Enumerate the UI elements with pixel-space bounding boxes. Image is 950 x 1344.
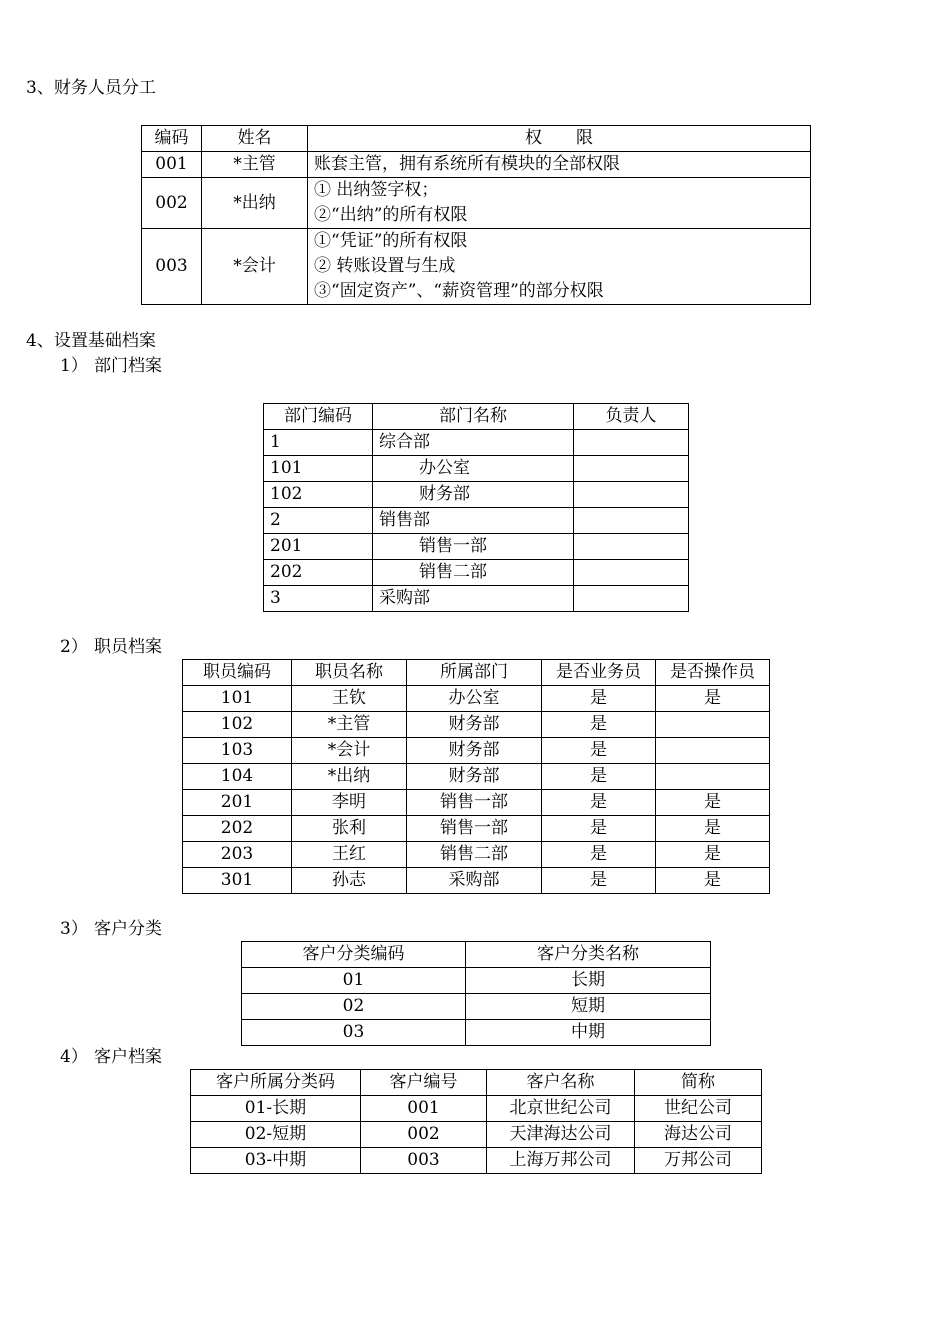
table-cell: 101	[183, 686, 292, 712]
table-row	[242, 994, 711, 1020]
table-cell: 财务部	[407, 764, 542, 790]
dept-code: 101	[264, 456, 373, 482]
table-cell: 采购部	[407, 868, 542, 894]
table-row	[183, 686, 770, 712]
table-cell: 是	[542, 764, 656, 790]
table-row	[142, 152, 811, 178]
permission-line: ①“凭证”的所有权限	[314, 231, 468, 251]
column-header: 姓名	[202, 126, 308, 152]
table-row	[183, 842, 770, 868]
dept-code: 1	[264, 430, 373, 456]
dept-code: 201	[264, 534, 373, 560]
column-header: 职员名称	[292, 660, 407, 686]
column-header: 编码	[142, 126, 202, 152]
dept-manager	[574, 508, 689, 534]
staff-permissions	[308, 178, 811, 229]
dept-name: 综合部	[373, 430, 574, 456]
dept-code: 102	[264, 482, 373, 508]
column-header: 客户名称	[487, 1070, 635, 1096]
column-header: 部门名称	[373, 404, 574, 430]
staff-subheading	[60, 636, 162, 658]
customers-subheading	[60, 1046, 162, 1068]
dept-manager	[574, 430, 689, 456]
table-cell: 北京世纪公司	[487, 1096, 635, 1122]
table-cell: 办公室	[407, 686, 542, 712]
table-row	[264, 534, 689, 560]
staff-code: 003	[142, 229, 202, 305]
table-cell: 世纪公司	[635, 1096, 762, 1122]
dept-code: 202	[264, 560, 373, 586]
dept-manager	[574, 482, 689, 508]
table-cell: *会计	[292, 738, 407, 764]
table-cell: 是	[542, 790, 656, 816]
permission-line: ② 转账设置与生成	[314, 256, 456, 276]
table-cell: 02-短期	[191, 1122, 361, 1148]
table-row	[242, 1020, 711, 1046]
table-cell: 孙志	[292, 868, 407, 894]
dept-name: 办公室	[373, 456, 574, 482]
dept-manager	[574, 560, 689, 586]
permission-line: 账套主管，拥有系统所有模块的全部权限	[314, 154, 620, 174]
table-cell: 短期	[466, 994, 711, 1020]
table-row	[142, 178, 811, 229]
table-cell: 01	[242, 968, 466, 994]
subheading-number: 3）	[60, 919, 88, 939]
table-row	[191, 1148, 762, 1174]
table-cell: 102	[183, 712, 292, 738]
staff-code: 002	[142, 178, 202, 229]
dept-name: 采购部	[373, 586, 574, 612]
subheading-title: 客户档案	[94, 1047, 162, 1067]
dept-code: 3	[264, 586, 373, 612]
dept-manager	[574, 586, 689, 612]
staff-permissions	[308, 152, 811, 178]
permission-line: ③“固定资产”、“薪资管理”的部分权限	[314, 281, 604, 301]
table-row	[183, 816, 770, 842]
table-cell: *出纳	[292, 764, 407, 790]
staff-name: *会计	[202, 229, 308, 305]
table-cell: 是	[656, 790, 770, 816]
customer-class-table	[241, 941, 711, 1046]
column-header: 权 限	[308, 126, 811, 152]
dept-manager	[574, 534, 689, 560]
subheading-title: 职员档案	[94, 637, 162, 657]
table-cell: 02	[242, 994, 466, 1020]
table-cell: 上海万邦公司	[487, 1148, 635, 1174]
table-header-row	[264, 404, 689, 430]
table-cell: 03	[242, 1020, 466, 1046]
table-row	[264, 508, 689, 534]
staff-permissions	[308, 229, 811, 305]
table-cell: *主管	[292, 712, 407, 738]
table-cell: 是	[656, 686, 770, 712]
column-header: 部门编码	[264, 404, 373, 430]
table-cell: 203	[183, 842, 292, 868]
table-header-row	[183, 660, 770, 686]
table-cell	[656, 712, 770, 738]
table-cell: 财务部	[407, 712, 542, 738]
dept-name: 财务部	[373, 482, 574, 508]
table-cell: 李明	[292, 790, 407, 816]
subheading-number: 2）	[60, 637, 88, 657]
table-cell: 是	[542, 868, 656, 894]
table-cell: 104	[183, 764, 292, 790]
staff-code: 001	[142, 152, 202, 178]
table-row	[242, 968, 711, 994]
customer-table	[190, 1069, 762, 1174]
table-cell: 301	[183, 868, 292, 894]
table-cell	[656, 738, 770, 764]
table-header-row	[191, 1070, 762, 1096]
table-cell: 是	[542, 816, 656, 842]
table-cell: 销售二部	[407, 842, 542, 868]
column-header: 简称	[635, 1070, 762, 1096]
table-header-row	[242, 942, 711, 968]
column-header: 是否操作员	[656, 660, 770, 686]
table-header-row	[142, 126, 811, 152]
table-cell: 03-中期	[191, 1148, 361, 1174]
table-row	[142, 229, 811, 305]
table-cell: 202	[183, 816, 292, 842]
table-cell: 销售一部	[407, 790, 542, 816]
dept-name: 销售部	[373, 508, 574, 534]
column-header: 所属部门	[407, 660, 542, 686]
subheading-number: 4）	[60, 1047, 88, 1067]
table-row	[183, 764, 770, 790]
table-row	[264, 586, 689, 612]
table-cell: 王红	[292, 842, 407, 868]
table-cell: 002	[361, 1122, 487, 1148]
table-cell: 王钦	[292, 686, 407, 712]
table-cell: 001	[361, 1096, 487, 1122]
subheading-title: 客户分类	[94, 919, 162, 939]
section-3-heading: 3、财务人员分工	[26, 78, 156, 98]
table-cell: 财务部	[407, 738, 542, 764]
subheading-title: 部门档案	[94, 356, 162, 376]
table-cell: 天津海达公司	[487, 1122, 635, 1148]
department-table	[263, 403, 689, 612]
table-cell: 是	[542, 842, 656, 868]
permission-line: ②“出纳”的所有权限	[314, 205, 468, 225]
staff-name: *出纳	[202, 178, 308, 229]
table-cell: 201	[183, 790, 292, 816]
table-cell: 中期	[466, 1020, 711, 1046]
table-row	[191, 1122, 762, 1148]
table-cell: 01-长期	[191, 1096, 361, 1122]
column-header: 客户所属分类码	[191, 1070, 361, 1096]
table-row	[264, 456, 689, 482]
table-cell: 万邦公司	[635, 1148, 762, 1174]
custclass-subheading	[60, 918, 162, 940]
staff-table	[182, 659, 770, 894]
table-cell: 103	[183, 738, 292, 764]
column-header: 客户编号	[361, 1070, 487, 1096]
table-cell: 长期	[466, 968, 711, 994]
table-row	[183, 868, 770, 894]
table-cell: 海达公司	[635, 1122, 762, 1148]
table-row	[183, 790, 770, 816]
table-row	[264, 482, 689, 508]
permission-line: ① 出纳签字权；	[314, 180, 439, 200]
column-header: 客户分类名称	[466, 942, 711, 968]
table-cell: 003	[361, 1148, 487, 1174]
dept-name: 销售二部	[373, 560, 574, 586]
staff-name: *主管	[202, 152, 308, 178]
dept-name: 销售一部	[373, 534, 574, 560]
table-cell: 是	[656, 868, 770, 894]
column-header: 是否业务员	[542, 660, 656, 686]
subheading-number: 1）	[60, 356, 88, 376]
table-row	[264, 430, 689, 456]
column-header: 负责人	[574, 404, 689, 430]
table-cell: 是	[656, 816, 770, 842]
table-cell: 张利	[292, 816, 407, 842]
table-row	[264, 560, 689, 586]
dept-manager	[574, 456, 689, 482]
table-cell: 销售一部	[407, 816, 542, 842]
table-row	[183, 712, 770, 738]
section-4-heading: 4、设置基础档案	[26, 331, 156, 351]
column-header: 客户分类编码	[242, 942, 466, 968]
table-row	[191, 1096, 762, 1122]
table-row	[183, 738, 770, 764]
finance-staff-table	[141, 125, 811, 305]
dept-code: 2	[264, 508, 373, 534]
table-cell: 是	[542, 712, 656, 738]
table-cell: 是	[542, 738, 656, 764]
table-cell: 是	[542, 686, 656, 712]
column-header: 职员编码	[183, 660, 292, 686]
table-cell: 是	[656, 842, 770, 868]
dept-subheading	[60, 355, 162, 377]
table-cell	[656, 764, 770, 790]
